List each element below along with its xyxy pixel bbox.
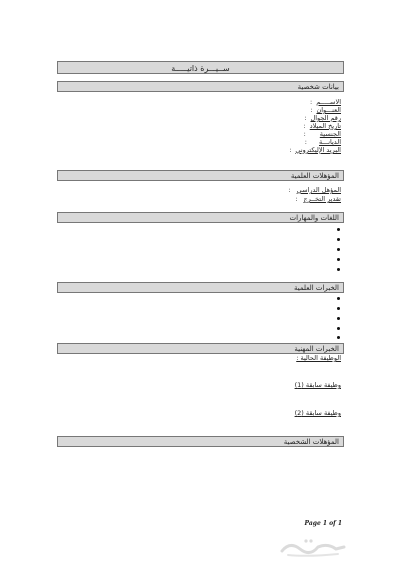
field-mobile: رقم الجوال: (304, 114, 341, 122)
field-birthdate: تاريخ الميلاد: (303, 122, 341, 130)
title-bar (57, 61, 344, 74)
field-grade: تقدير التخــرج: (295, 195, 341, 203)
field-degree: المؤهل الدراسي: (288, 186, 341, 194)
bullet-point (337, 307, 340, 310)
previous-job-2-label: وظيفة سابقة (2) (294, 409, 341, 417)
bullet-point (337, 258, 340, 261)
section-header-personal-quals (57, 436, 344, 447)
bullet-point (337, 238, 340, 241)
bullet-point (337, 327, 340, 330)
section-header-education (57, 170, 344, 181)
section-title: بيانات شخصية (297, 83, 339, 91)
bullet-point (337, 297, 340, 300)
section-header-sci-experience (57, 282, 344, 293)
section-title: الخبرات المهنية (294, 345, 339, 353)
section-header-prof-experience (57, 343, 344, 354)
current-job-label: الوظيفة الحالية : (296, 354, 341, 362)
page-number: Page 1 of 1 (304, 520, 342, 527)
section-title: المؤهلات الشخصية (283, 438, 339, 446)
field-address: العنـــوان: (310, 106, 341, 114)
field-nationality: الجنسية: (303, 130, 341, 138)
section-title: الخبرات العلمية (293, 284, 339, 292)
bullet-point (337, 317, 340, 320)
field-email: البريد الإليكتروني: (289, 146, 341, 154)
bullet-point (337, 228, 340, 231)
bullet-point (337, 268, 340, 271)
haraj-watermark-logo (278, 535, 348, 559)
previous-job-1-label: وظيفة سابقة (1) (294, 381, 341, 389)
field-name: الاســـــم: (309, 98, 341, 106)
bullet-point (337, 248, 340, 251)
section-header-personal (57, 81, 344, 92)
page-title: ســيـــرة ذاتيـــــة (171, 64, 230, 73)
section-title: المؤهلات العلمية (290, 172, 339, 180)
section-title: اللغات والمهارات (289, 214, 339, 222)
bullet-point (337, 336, 340, 339)
field-religion: الديانـــة: (304, 138, 341, 146)
section-header-skills (57, 212, 344, 223)
